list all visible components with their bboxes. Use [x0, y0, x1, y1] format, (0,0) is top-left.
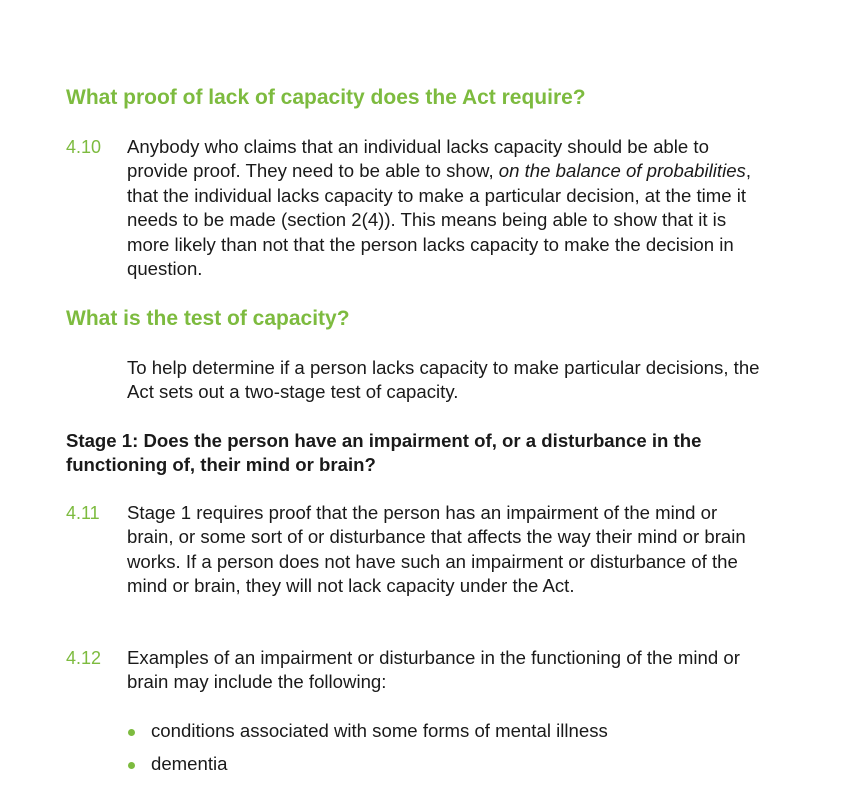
section-heading-test: What is the test of capacity? [66, 307, 350, 330]
paragraph-4-12: Examples of an impairment or disturbance in the functioning of the mind or brain may include the following: [127, 647, 740, 693]
paragraph-4-11: Stage 1 requires proof that the person has an impairment of the mind or brain, or some sort of or disturbance that affects the way their mind or brain works. If a person does not have such an impairment or disturbance of the mind or brain, they will not lack capacity under the Act. [127, 502, 746, 597]
list-item [127, 752, 608, 785]
intro-test-paragraph: To help determine if a person lacks capacity to make particular decisions, the Act sets out a two-stage test of capacity. [127, 357, 760, 403]
list-item-text: conditions associated with some forms of mental illness [151, 720, 608, 741]
paragraph-4-10 [127, 135, 767, 281]
bullet-dot-icon [128, 729, 135, 736]
section-heading-proof: What proof of lack of capacity does the Act require? [66, 86, 586, 109]
paragraph-4-10-text-start: Anybody who claims that an individual lacks capacity should be able to provide proof. They need to be able to show, [127, 136, 709, 182]
list-item-text: dementia [151, 753, 228, 774]
paragraph-number-4-10: 4.10 [66, 137, 102, 157]
impairment-examples-list [127, 719, 608, 785]
paragraph-4-10-text-end: , that the individual lacks capacity to make a particular decision, at the time it needs to be made (section 2(4)). This means being able to show that it is more likely than not that the person lacks capacity to make the decision in question. [127, 160, 752, 280]
list-item [127, 719, 608, 752]
stage-1-heading: Stage 1: Does the person have an impairment of, or a disturbance in the functioning of, their mind or brain? [66, 430, 702, 476]
paragraph-number-4-11: 4.11 [66, 503, 100, 523]
bullet-dot-icon [128, 762, 135, 769]
paragraph-number-4-12: 4.12 [66, 648, 102, 668]
paragraph-4-10-italic-phrase: on the balance of probabilities [498, 160, 746, 182]
